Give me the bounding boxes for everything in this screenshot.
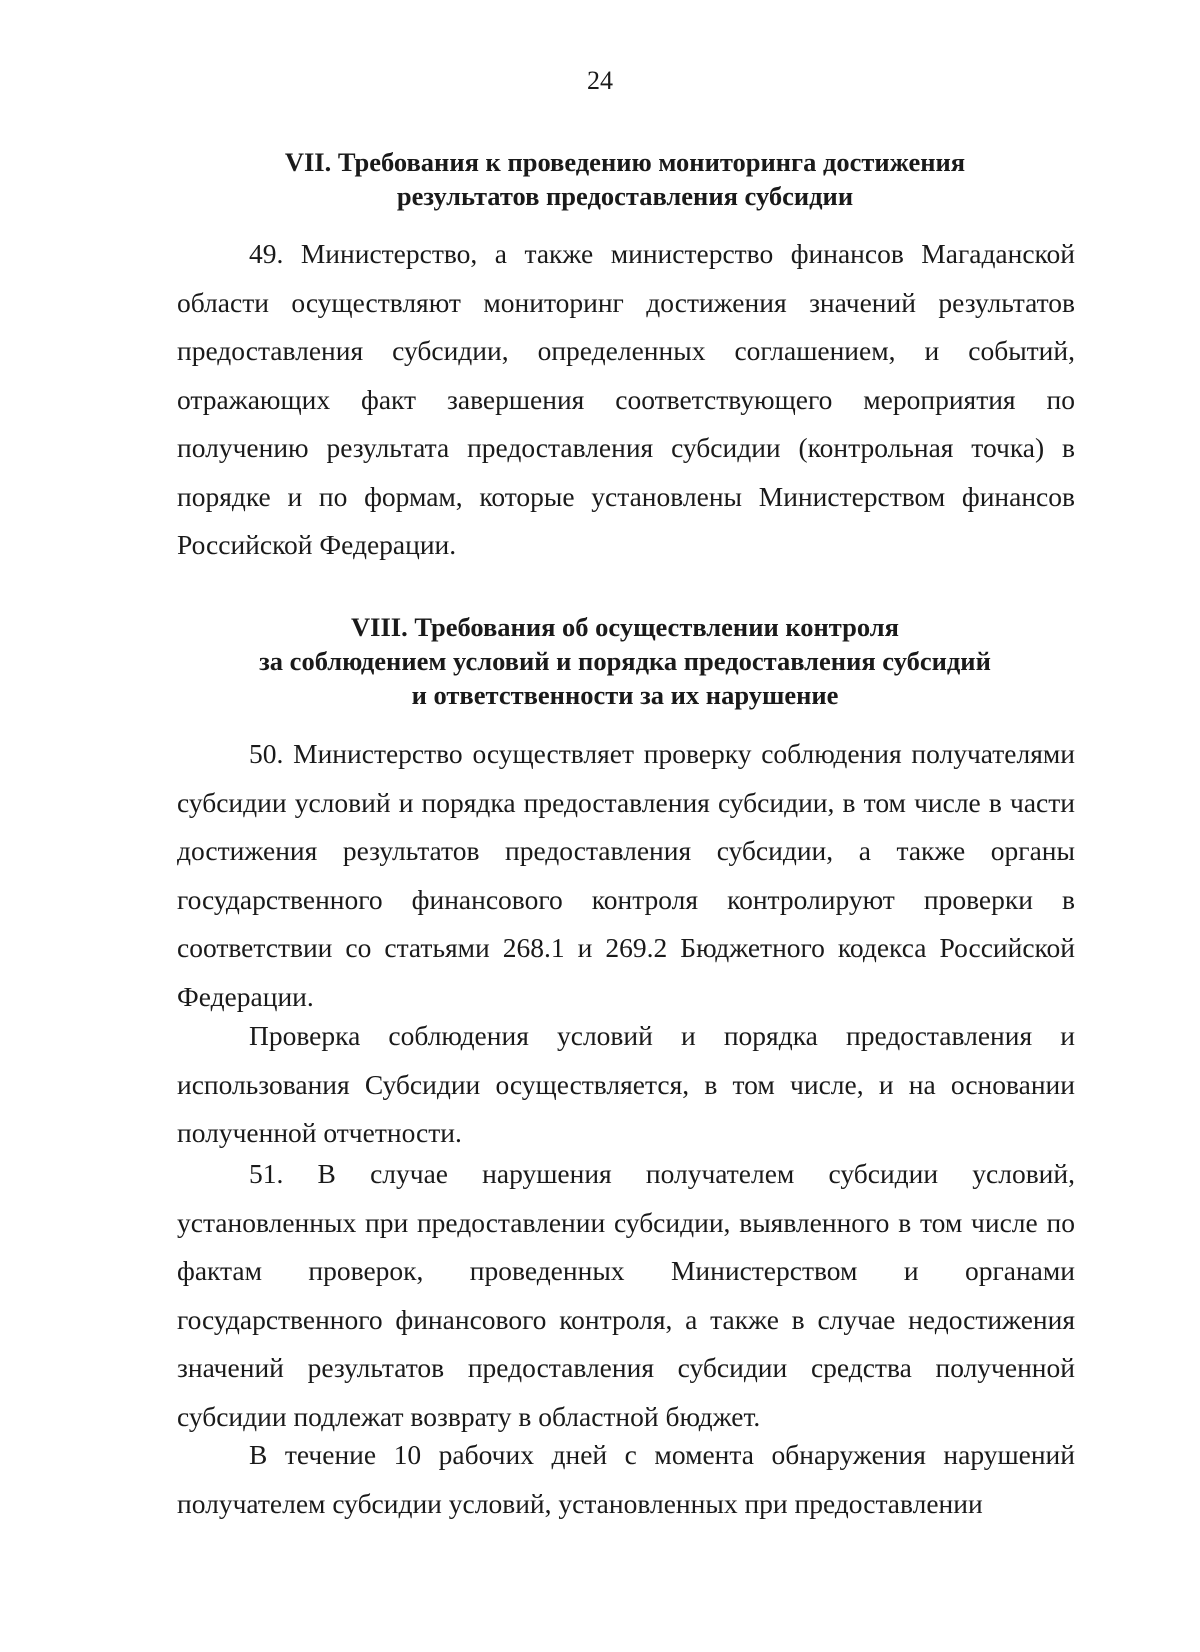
section-8-heading-line-3: и ответственности за их нарушение (411, 680, 839, 710)
section-7-heading-line-2: результатов предоставления субсидии (396, 181, 854, 211)
section-7-heading-line-1: VII. Требования к проведению мониторинга достижения (284, 147, 966, 177)
paragraph-51-continuation: В течение 10 рабочих дней с момента обнаружения нарушений получателем субсидии условий, установленных при предоставлении (177, 1439, 1075, 1519)
paragraph-49: 49. Министерство, а также министерство финансов Магаданской области осуществляют мониторинг достижения значений результатов предоставления субсидии, определенных соглашением, и событий, отражающих факт завершения соответствующего мероприятия по получению результата предоставления субсидии (контрольная точка) в порядке и по формам, которые установлены Министерством финансов Российской Федерации. (177, 238, 1075, 560)
page-number: 24 (587, 66, 613, 95)
section-8-heading-line-1: VIII. Требования об осуществлении контроля (351, 612, 899, 642)
section-8-heading (175, 610, 1075, 712)
section-7-heading (175, 145, 1075, 213)
section-8-heading-line-2: за соблюдением условий и порядка предоставления субсидий (259, 646, 991, 676)
paragraph-51: 51. В случае нарушения получателем субсидии условий, установленных при предоставлении субсидии, выявленного в том числе по фактам проверок, проведенных Министерством и органами государственного финансового контроля, а также в случае недостижения значений результатов предоставления субсидии средства полученной субсидии подлежат возврату в областной бюджет. (177, 1158, 1075, 1432)
paragraph-50-continuation: Проверка соблюдения условий и порядка предоставления и использования Субсидии осуществляется, в том числе, и на основании полученной отчетности. (177, 1020, 1075, 1148)
paragraph-50: 50. Министерство осуществляет проверку соблюдения получателями субсидии условий и порядка предоставления субсидии, в том числе в части достижения результатов предоставления субсидии, а также органы государственного финансового контроля контролируют проверки в соответствии со статьями 268.1 и 269.2 Бюджетного кодекса Российской Федерации. (177, 738, 1075, 1012)
